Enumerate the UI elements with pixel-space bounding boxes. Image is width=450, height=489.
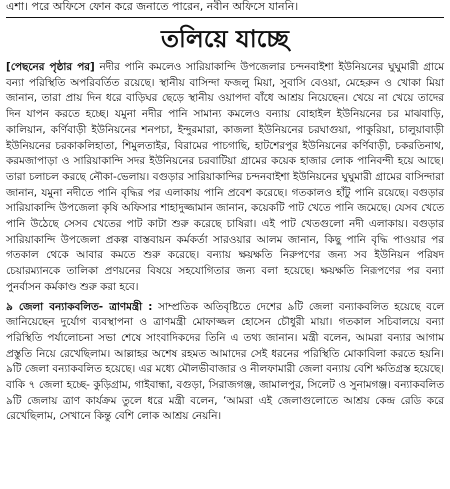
article-headline: তলিয়ে যাচ্ছে xyxy=(160,24,290,53)
paragraph-1-text: নদীর পানি কমলেও সারিয়াকান্দি উপজেলার চন্দনবাইশা ইউনিয়নের ঘুঘুমারী গ্রামে বন্যা পরিস্থিতি অপরিবর্তিত রয়েছে। স্থানীয় বাসিন্দা ফজলু মিয়া, সুবাসি বেওয়া, মেহেরুন ও খোকা মিয়া জানান, তারা প্রায় দিন ধরে বাড়িঘর ছেড়ে স্থানীয় ওয়াপদা বাঁধে আশ্রয় নিয়েছেন। খেয়ে না খেয়ে তাদের দিন যাপন করতে হচ্ছে। যমুনা নদীর পানি সামান্য কমলেও বন্যায় বোহাইল ইউনিয়নের চর মাঝবাড়ি, কালিয়ান, কর্ণিবাড়ী ইউনিয়নের শনপচা, ইন্দুরমারা, কাজলা ইউনিয়নের চরঘাগুয়া, পাকুরিয়া, চালুয়াবাড়ী ইউনিয়নের চরকাকলিহাতা, শিমুলতাইর, বিরামের পাচগাছি, হাটশেরপুর ইউনিয়নের কর্ণিবাড়ী, চকরতিনাথ, করমজাপাড়া ও সারিয়াকান্দি সদর ইউনিয়নের চরবাটিয়া গ্রামের কয়েক হাজার লোক পানিবন্দী হয়ে আছে। তারা চলাচল করছে নৌকা-ভেলায়। বগুড়ার সারিয়াকান্দির চন্দনবাইশা ইউনিয়নের ঘুঘুমারী গ্রামের বাসিন্দারা জানান, যমুনা নদীতে পানি বৃদ্ধির পর এলাকায় পানি প্রবেশ করেছে। গতকালও হাঁটু পানি রয়েছে। বগুড়ার সারিয়াকান্দি উপজেলা কৃষি অফিসার শাহাদুজ্জামান জানান, কয়েকটি পাট খেতে পানি জমেছে। যেসব খেতে পানি উঠেছে সেসব খেতের পাট কাটা শুরু করেছে চাষিরা। এই পাট খেতগুলো নদী এলাকায়। বগুড়ার সারিয়াকান্দি উপজেলা প্রকল্প বাস্তবায়ন কর্মকর্তা সারওয়ার আলম জানান, কিছু পানি বৃদ্ধি পাওয়ার পর গতকাল থেকে আবার কমতে শুরু করেছে। বন্যায় ক্ষয়ক্ষতি নিরুপণের জন্য সব ইউনিয়ন পরিষদ চেয়ারম্যানকে তালিকা প্রণয়নের বিষয়ে সহযোগিতার জন্য বলা হয়েছে। ক্ষয়ক্ষতি নিরূপণের পর বন্যা পুনর্বাসন কর্মকাণ্ড শুরু করা হবে। xyxy=(6,61,444,293)
section-subheading: ৯ জেলা বন্যাকবলিত- ত্রাণমন্ত্রী : xyxy=(6,300,153,313)
article-body-paragraph-1 xyxy=(6,60,444,296)
article-body-paragraph-2 xyxy=(6,300,444,426)
paragraph-2-text: সাম্প্রতিক অতিবৃষ্টিতে দেশের ৯টি জেলা বন্যাকবলিত হয়েছে বলে জানিয়েছেন দুর্যোগ ব্যবস্থাপনা ও ত্রাণমন্ত্রী মোফাজ্জল হোসেন চৌধুরী মায়া। গতকাল সচিবালয়ে বন্যা পরিস্থিতি পর্যালোচনা সভা শেষে সাংবাদিকদের তিনি এ তথ্য জানান। মন্ত্রী বলেন, আমরা বন্যার আগাম প্রস্তুতি নিয়ে রেখেছিলাম। আল্লাহর অশেষ রহমত আমাদের সেই ধরনের পরিস্থিতি মোকাবিলা করতে হয়নি। ৯টি জেলা বন্যাকবলিত হয়েছে। এর মধ্যে মৌলভীবাজার ও নীলফামারী জেলা বন্যায় বেশি ক্ষতিগ্রস্ত হয়েছে। বাকি ৭ জেলা হচ্ছে- কুড়িগ্রাম, গাইবান্ধা, বগুড়া, সিরাজগঞ্জ, জামালপুর, সিলেট ও সুনামগঞ্জ। বন্যাকবলিত ৯টি জেলায় ত্রাণ কার্যক্রম তুলে ধরে মন্ত্রী বলেন, ‘আমরা এই জেলাগুলোতে আশ্রয় কেন্দ্র রেডি করে রেখেছিলাম, সেখানে কিন্তু বেশি লোক আশ্রয় নেয়নি। xyxy=(6,300,444,423)
continued-from-tag: [পেছনের পৃষ্ঠার পর] xyxy=(6,61,95,73)
previous-article-tail: এশা। পরে অফিসে ফোন করে জনাতে পারেন, নবীন অফিসে যাননি। xyxy=(6,0,444,18)
